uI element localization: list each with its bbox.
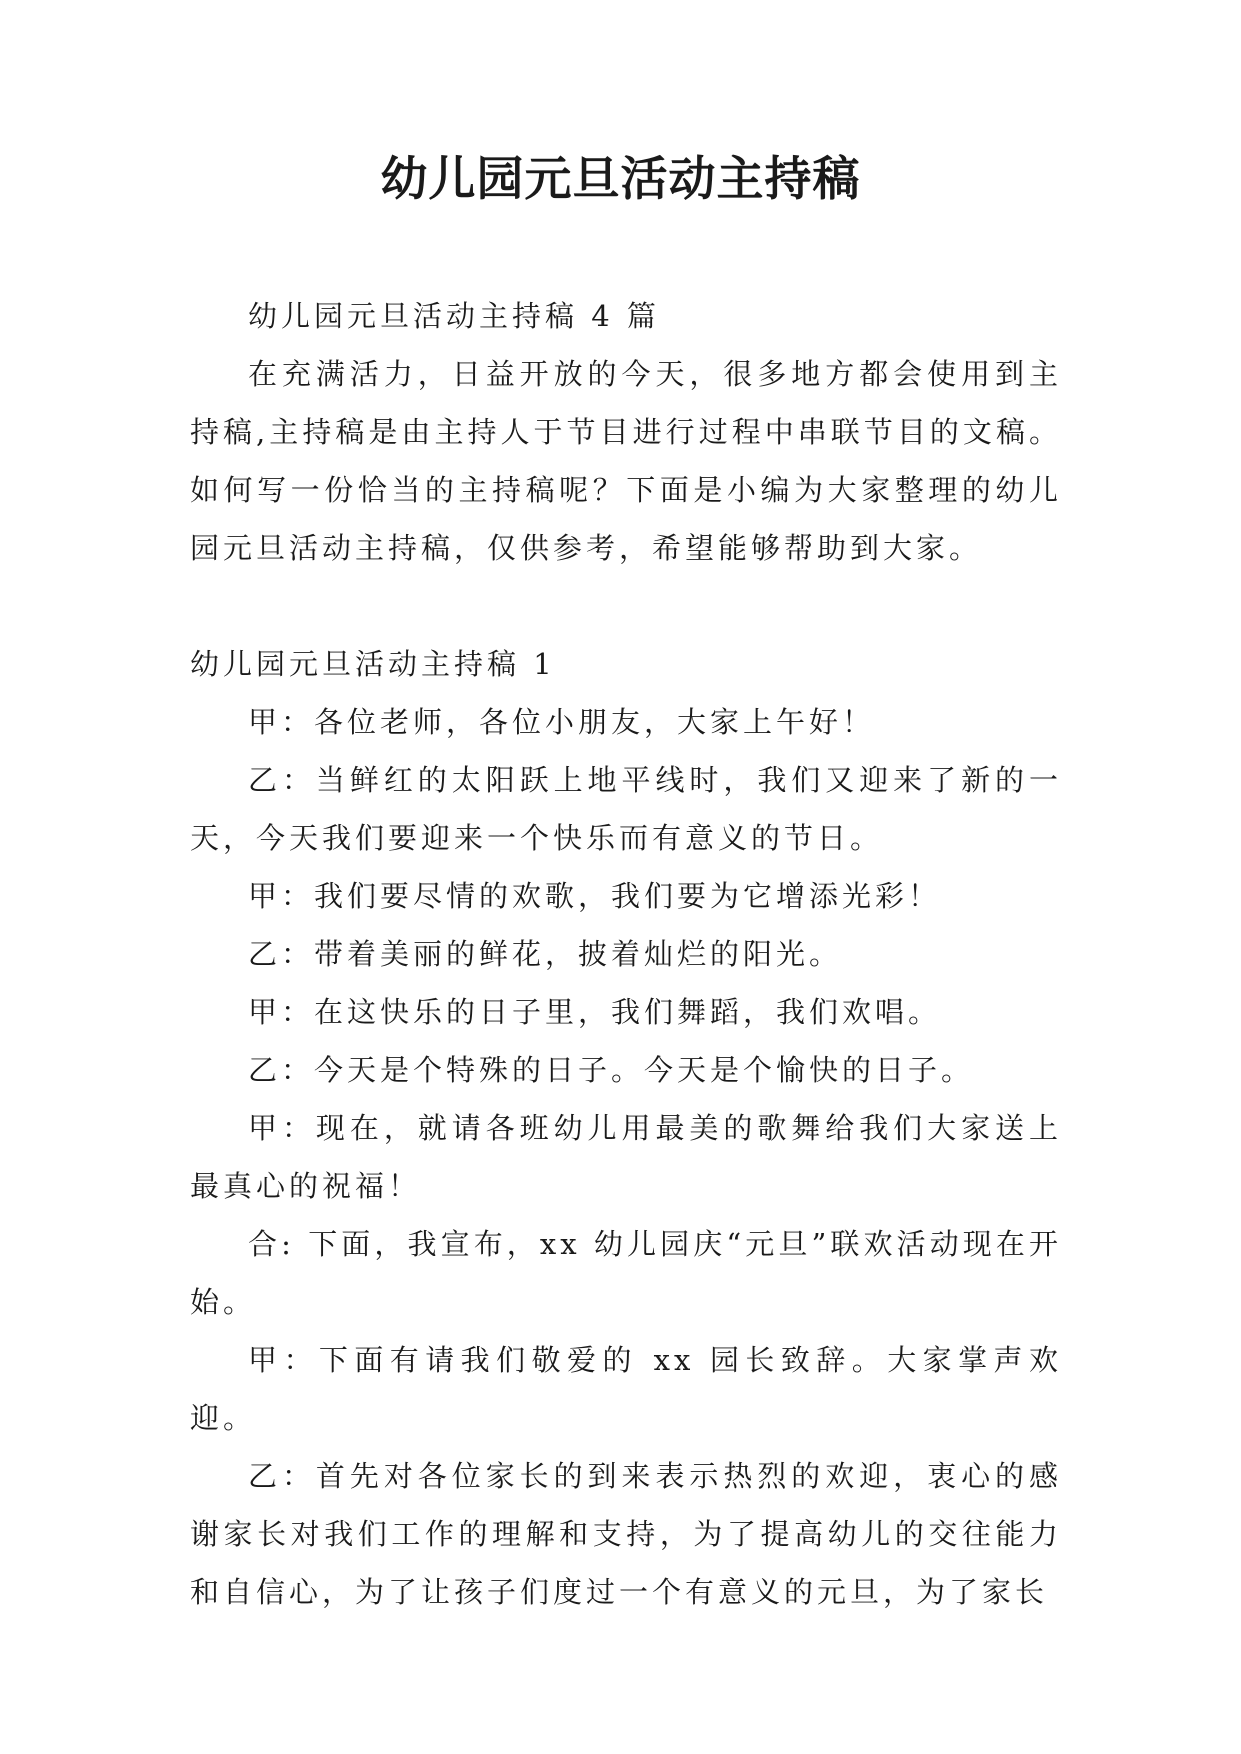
- intro-paragraph: 在充满活力，日益开放的今天，很多地方都会使用到主持稿,主持稿是由主持人于节目进行过程中串联节目的文稿。如何写一份恰当的主持稿呢？下面是小编为大家整理的幼儿园元旦活动主持稿，仅供参考，希望能够帮助到大家。: [190, 357, 1062, 565]
- document-body: [190, 287, 1062, 1621]
- section-heading: 幼儿园元旦活动主持稿 1: [190, 647, 556, 681]
- document-title: 幼儿园元旦活动主持稿: [380, 152, 861, 207]
- paragraph-spacer: [190, 577, 1062, 635]
- dialogue-line: 甲：各位老师，各位小朋友，大家上午好！: [248, 705, 876, 739]
- dialogue-line: 乙：带着美丽的鲜花，披着灿烂的阳光。: [248, 937, 843, 971]
- dialogue-line: 乙：当鲜红的太阳跃上地平线时，我们又迎来了新的一天，今天我们要迎来一个快乐而有意义的节日。: [190, 763, 1062, 855]
- dialogue-line: 甲：现在，就请各班幼儿用最美的歌舞给我们大家送上最真心的祝福！: [190, 1111, 1062, 1203]
- dialogue-line: 合: 下面，我宣布，xx 幼儿园庆“元旦”联欢活动现在开始。: [190, 1227, 1062, 1319]
- dialogue-line: 甲：在这快乐的日子里，我们舞蹈，我们欢唱。: [248, 995, 942, 1029]
- dialogue-line: 甲：我们要尽情的欢歌，我们要为它增添光彩！: [248, 879, 942, 913]
- dialogue-line: 乙：今天是个特殊的日子。今天是个愉快的日子。: [248, 1053, 975, 1087]
- dialogue-line: 甲：下面有请我们敬爱的 xx 园长致辞。大家掌声欢迎。: [190, 1343, 1062, 1435]
- dialogue-line: 乙：首先对各位家长的到来表示热烈的欢迎，衷心的感谢家长对我们工作的理解和支持，为了提高幼儿的交往能力和自信心，为了让孩子们度过一个有意义的元旦，为了家长: [190, 1459, 1062, 1609]
- subtitle-paragraph: 幼儿园元旦活动主持稿 4 篇: [248, 299, 660, 333]
